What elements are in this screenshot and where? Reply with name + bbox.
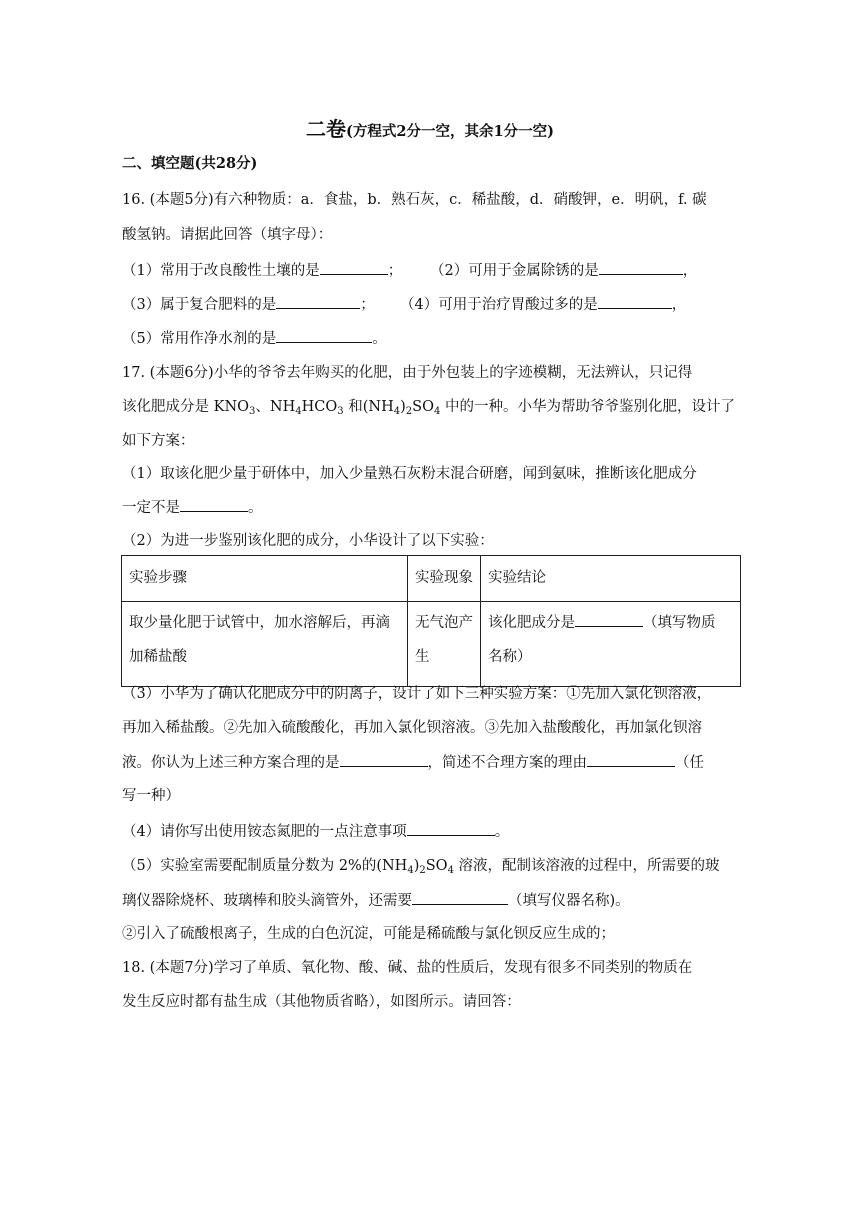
table-cell-phen-line-2: 生: [415, 649, 430, 665]
q17-line-1: 17. (本题6分)小华的爷爷去年购买的化肥，由于外包装上的字迹模糊，无法辨认，只记得: [122, 365, 693, 381]
table-header-cell: 实验步骤: [122, 556, 408, 602]
q17-p1-line-1: （1）取该化肥少量于研体中，加入少量熟石灰粉末混合研磨，闻到氨味，推断该化肥成分: [122, 466, 697, 482]
table-cell-step: [122, 602, 408, 687]
title-main: 二卷: [306, 117, 347, 141]
q17-p5-a4: 溶液，配制该溶液的过程中，所需要的玻: [453, 858, 720, 874]
conc-note: （填写物质: [643, 615, 716, 631]
table-cell-conc-line-1: [488, 606, 733, 640]
table-cell-conclusion: [481, 602, 741, 687]
q17-p3-line-3: [122, 752, 704, 773]
q16-part-4: [400, 294, 686, 315]
q17-line-2-g: 中的一种。小华为帮助爷爷鉴别化肥，设计了: [440, 399, 735, 415]
q17-line-2-c: HCO: [301, 399, 338, 415]
q17-p5-a3: SO: [425, 858, 448, 874]
q17-p5-line-1: [122, 856, 720, 876]
q17-line-2-f: SO: [412, 399, 434, 415]
q16-p2-end: ，: [682, 263, 698, 279]
sub-3b: 3: [337, 406, 344, 417]
q17-p3-text-2: ，简述不合理方案的理由: [427, 755, 587, 771]
sub-2: 2: [405, 406, 413, 417]
q16-part-5: [122, 328, 387, 349]
q16-line-2: 酸氢钠。请据此回答（填字母）：: [122, 227, 333, 243]
sub-4d: 4: [407, 865, 414, 876]
q17-p1-text: 一定不是: [122, 500, 180, 516]
q17-p5-b1: 璃仪器除烧杯、玻璃棒和胶头滴管外，还需要: [122, 893, 412, 909]
q17-line-2-e: ): [400, 399, 406, 415]
q17-line-2: [122, 397, 735, 417]
q16-p2-text: （2）可用于金属除锈的是: [430, 263, 599, 279]
q16-part-1: [122, 260, 402, 281]
q16-line-1: 16. (本题5分)有六种物质：a．食盐，b．熟石灰，c．稀盐酸，d．硝酸钾，e．明矾，f. 碳: [122, 192, 707, 208]
sub-4b: 4: [393, 406, 401, 417]
q16-p5-blank[interactable]: [276, 328, 372, 343]
conc-blank[interactable]: [575, 612, 643, 627]
q16-p2-blank[interactable]: [599, 260, 683, 275]
table-cell-phen-line-1: 无气泡产: [415, 615, 473, 631]
q16-p1-sep: ；: [387, 263, 403, 279]
q16-p4-end: ，: [671, 297, 687, 313]
q16-p3-blank[interactable]: [276, 294, 360, 309]
table-header-cell: 实验现象: [408, 556, 481, 602]
title-note: (方程式2分一空，其余1分一空): [346, 123, 554, 140]
q16-p1-text: （1）常用于改良酸性土壤的是: [122, 263, 320, 279]
q17-p1-end: 。: [248, 500, 263, 516]
q17-p5-blank[interactable]: [412, 890, 508, 905]
q16-part-2: [430, 260, 697, 281]
table-cell-conc-line-2: 名称）: [488, 649, 532, 665]
table-header-cell: 实验结论: [481, 556, 741, 602]
sub-4c: 4: [434, 406, 441, 417]
q17-p4-text: （4）请你写出使用铵态氮肥的一点注意事项: [122, 824, 407, 840]
q17-p1-line-2: [122, 497, 263, 518]
q17-p1-blank[interactable]: [180, 497, 248, 512]
table-row: [122, 602, 741, 687]
q17-p3-line-2: 再加入稀盐酸。②先加入硫酸酸化，再加入氯化钡溶液。③先加入盐酸酸化，再加氯化钡溶: [122, 720, 702, 736]
q17-p5-line-2: [122, 890, 630, 911]
q16-p3-text: （3）属于复合肥料的是: [122, 297, 277, 313]
q17-p3-line-4: 写一种）: [122, 788, 180, 804]
experiment-table: [121, 555, 741, 687]
table-cell-step-line-2: 加稀盐酸: [129, 649, 187, 665]
conc-text: 该化肥成分是: [488, 615, 575, 631]
table-cell-phenomenon: [408, 602, 481, 687]
q17-p5-a2: ): [413, 858, 420, 874]
q17-p3-blank-2[interactable]: [587, 752, 675, 767]
q16-p5-text: （5）常用作净水剂的是: [122, 331, 277, 347]
q17-line-2-a: 该化肥成分是 KNO: [122, 399, 250, 415]
q16-p3-sep: ；: [360, 297, 375, 313]
q17-line-2-d: 和(NH: [343, 399, 394, 415]
q16-part-3: [122, 294, 375, 315]
q17-p3-text-1: 液。你认为上述三种方案合理的是: [122, 755, 340, 771]
q17-p4-blank[interactable]: [407, 821, 495, 836]
q17-line-2-b: 、NH: [255, 399, 296, 415]
q18-line-1: 18. (本题7分)学习了单质、氧化物、酸、碱、盐的性质后，发现有很多不同类别的物质在: [122, 960, 693, 976]
q17-note: ②引入了硫酸根离子，生成的白色沉淀，可能是稀硫酸与氯化钡反应生成的；: [122, 926, 615, 942]
q17-p2: （2）为进一步鉴别该化肥的成分，小华设计了以下实验：: [122, 533, 494, 549]
table-header-row: [122, 556, 741, 602]
q17-p3-blank-1[interactable]: [340, 752, 428, 767]
sub-2b: 2: [419, 865, 426, 876]
table-cell-step-line-1: 取少量化肥于试管中，加水溶解后，再滴: [129, 615, 390, 631]
q18-line-2: 发生反应时都有盐生成（其他物质省略），如图所示。请回答：: [122, 994, 521, 1010]
q16-p1-blank[interactable]: [320, 260, 388, 275]
page-title: [0, 113, 860, 142]
sub-4e: 4: [447, 865, 454, 876]
section-heading: 二、填空题(共28分): [122, 155, 258, 172]
q17-p3-text-3: （任: [675, 755, 704, 771]
q17-p5-b2: （填写仪器名称)。: [508, 893, 630, 909]
q16-p4-text: （4）可用于治疗胃酸过多的是: [400, 297, 598, 313]
sub-3: 3: [249, 406, 256, 417]
q17-p4: [122, 821, 509, 842]
q16-p4-blank[interactable]: [598, 294, 672, 309]
q17-p3-line-1: （3）小华为了确认化肥成分中的阴离子，设计了如下三种实验方案：①先加入氯化钡溶液，: [122, 686, 712, 702]
q16-p5-end: 。: [372, 331, 387, 347]
sub-4: 4: [295, 406, 302, 417]
q17-line-3: 如下方案：: [122, 433, 195, 449]
q17-p5-a1: （5）实验室需要配制质量分数为 2%的(NH: [122, 858, 408, 874]
q17-p4-end: 。: [494, 824, 510, 840]
